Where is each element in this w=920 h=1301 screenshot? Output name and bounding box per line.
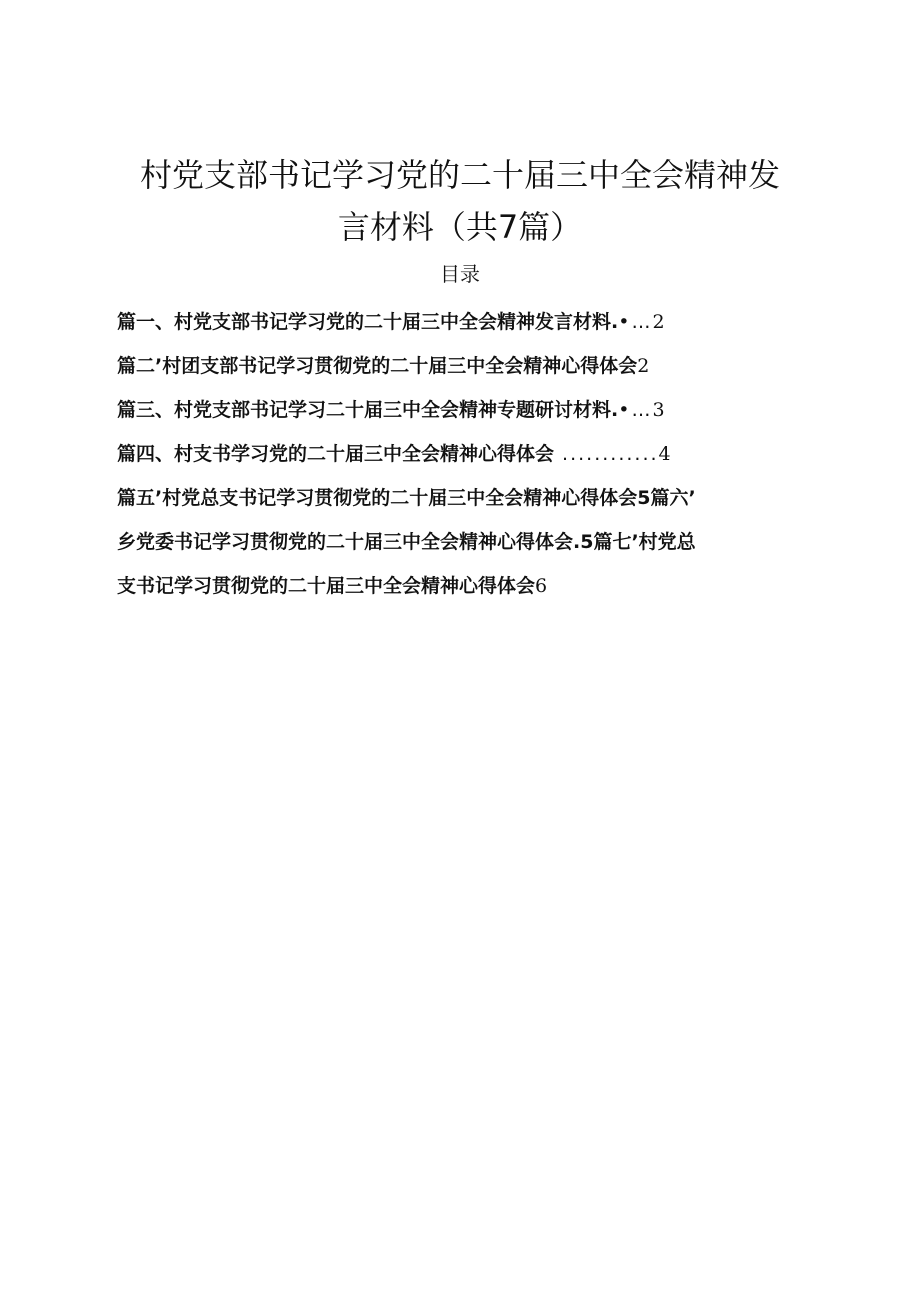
toc-page-number: 6	[535, 575, 548, 597]
toc-entry-text: 乡党委书记学习贯彻党的二十届三中全会精神心得体会.5篇七’村党总	[117, 531, 696, 553]
document-title	[100, 149, 820, 253]
toc-entry-4[interactable]	[117, 438, 671, 470]
toc-entry-5[interactable]	[117, 482, 696, 514]
toc-entry-text: 篇五’村党总支书记学习贯彻党的二十届三中全会精神心得体会5篇六’	[117, 487, 696, 509]
toc-entry-6[interactable]	[117, 526, 696, 558]
toc-page-number: 4	[658, 443, 671, 465]
toc-page-number: 2	[652, 311, 665, 333]
toc-entry-7[interactable]	[117, 570, 547, 602]
toc-leader-dots: •…	[618, 311, 653, 333]
toc-page-number: 3	[652, 399, 665, 421]
toc-leader-dots: •…	[618, 399, 653, 421]
toc-leader-dots: ............	[554, 443, 659, 465]
toc-entry-text: 篇四、村支书学习党的二十届三中全会精神心得体会	[117, 443, 555, 465]
toc-page-number: 2	[637, 355, 650, 377]
toc-entry-3[interactable]	[117, 394, 665, 426]
toc-entry-text: 篇三、村党支部书记学习二十届三中全会精神专题研讨材料.	[117, 399, 619, 421]
title-line-2: 言材料（共7篇）	[337, 208, 583, 247]
toc-entry-text: 篇二’村团支部书记学习贯彻党的二十届三中全会精神心得体会	[117, 355, 638, 377]
toc-entry-1[interactable]	[117, 306, 665, 338]
toc-entry-2[interactable]	[117, 350, 649, 382]
toc-entry-text: 支书记学习贯彻党的二十届三中全会精神心得体会	[117, 575, 536, 597]
title-line-1: 村党支部书记学习党的二十届三中全会精神发	[139, 156, 780, 195]
toc-heading: 目录	[440, 262, 480, 286]
toc-entry-text: 篇一、村党支部书记学习党的二十届三中全会精神发言材料.	[117, 311, 619, 333]
